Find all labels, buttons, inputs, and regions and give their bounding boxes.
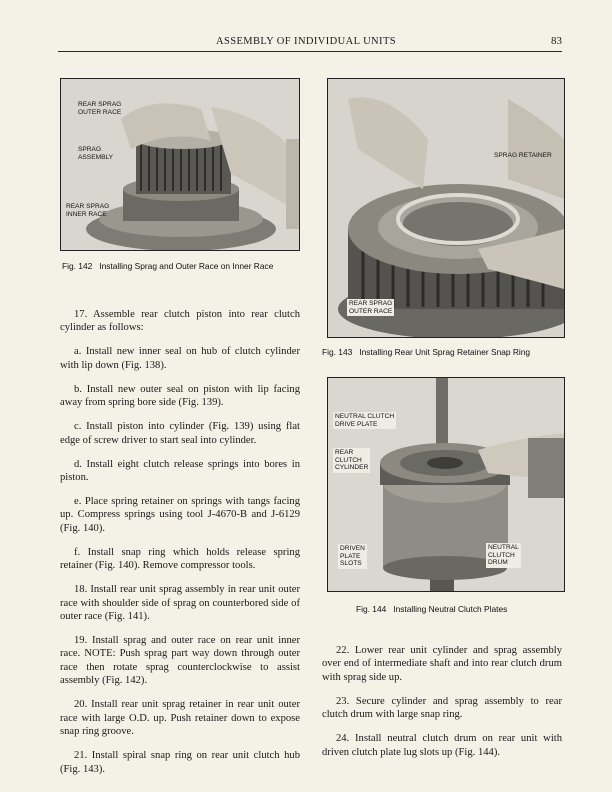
- label-neutral-clutch-drum: NEUTRAL CLUTCH DRUM: [488, 544, 519, 567]
- label-neutral-clutch-drive-plate: NEUTRAL CLUTCH DRIVE PLATE: [335, 413, 395, 428]
- figure-142-caption: Fig. 142 Installing Sprag and Outer Race on Inner Race: [62, 261, 274, 271]
- step-17c: c. Install piston into cylinder (Fig. 139) using flat edge of screw driver to start seal into cylinder.: [60, 421, 300, 446]
- step-22: 22. Lower rear unit cylinder and sprag assembly over end of intermediate shaft and into rear clutch drum with sprag side up.: [322, 645, 562, 683]
- label-sprag-assembly: SPRAG ASSEMBLY: [78, 146, 114, 161]
- step-17e: e. Place spring retainer on springs with tangs facing up. Compress springs using tool J-4670-B and J-6129 (Fig. 140).: [60, 496, 300, 534]
- step-17f: f. Install snap ring which holds release spring retainer (Fig. 140). Remove compressor tools.: [60, 546, 300, 572]
- step-18: 18. Install rear unit sprag assembly in rear unit outer race with shoulder side of sprag on counterbored side of outer race (Fig. 141).: [60, 584, 300, 623]
- step-21: 21. Install spiral snap ring on rear unit clutch hub (Fig. 143).: [60, 750, 300, 775]
- step-17: 17. Assemble rear clutch piston into rear clutch cylinder as follows:: [60, 309, 300, 334]
- running-header: ASSEMBLY OF INDIVIDUAL UNITS: [216, 36, 396, 47]
- label-driven-plate-slots: DRIVEN PLATE SLOTS: [340, 545, 365, 568]
- step-24: 24. Install neutral clutch drum on rear unit with driven clutch plate lug slots up (Fig. 144).: [322, 733, 562, 758]
- label-rear-clutch-cylinder: REAR CLUTCH CYLINDER: [335, 449, 369, 472]
- figure-144-caption: Fig. 144 Installing Neutral Clutch Plates: [356, 604, 508, 614]
- step-17d: d. Install eight clutch release springs into bores in piston.: [60, 458, 300, 484]
- label-rear-sprag-inner-race: REAR SPRAG INNER RACE: [66, 203, 110, 218]
- page-number: 83: [551, 35, 562, 47]
- left-text-column: [60, 308, 300, 787]
- step-17b: b. Install new outer seal on piston with lip facing away from spring bore side (Fig. 139).: [60, 383, 300, 409]
- step-23: 23. Secure cylinder and sprag assembly to rear clutch drum with large snap ring.: [322, 695, 562, 721]
- label-rear-sprag-outer-race-143: REAR SPRAG OUTER RACE: [349, 300, 393, 315]
- figure-143-caption: Fig. 143 Installing Rear Unit Sprag Retainer Snap Ring: [322, 347, 531, 357]
- label-rear-sprag-outer-race: REAR SPRAG OUTER RACE: [78, 101, 122, 116]
- step-17a: a. Install new inner seal on hub of clutch cylinder with lip down (Fig. 138).: [60, 346, 300, 371]
- label-sprag-retainer: SPRAG RETAINER: [494, 152, 552, 159]
- step-19: 19. Install sprag and outer race on rear unit inner race. NOTE: Push sprag part way down through outer race then rotate sprag counterclockwise to assist assembly (Fig. 142).: [60, 635, 300, 687]
- header-rule: [58, 51, 562, 52]
- step-20: 20. Install rear unit sprag retainer in rear unit outer race with large O.D. up. Push retainer down to expose snap ring groove.: [60, 699, 300, 738]
- right-text-column: [322, 644, 562, 770]
